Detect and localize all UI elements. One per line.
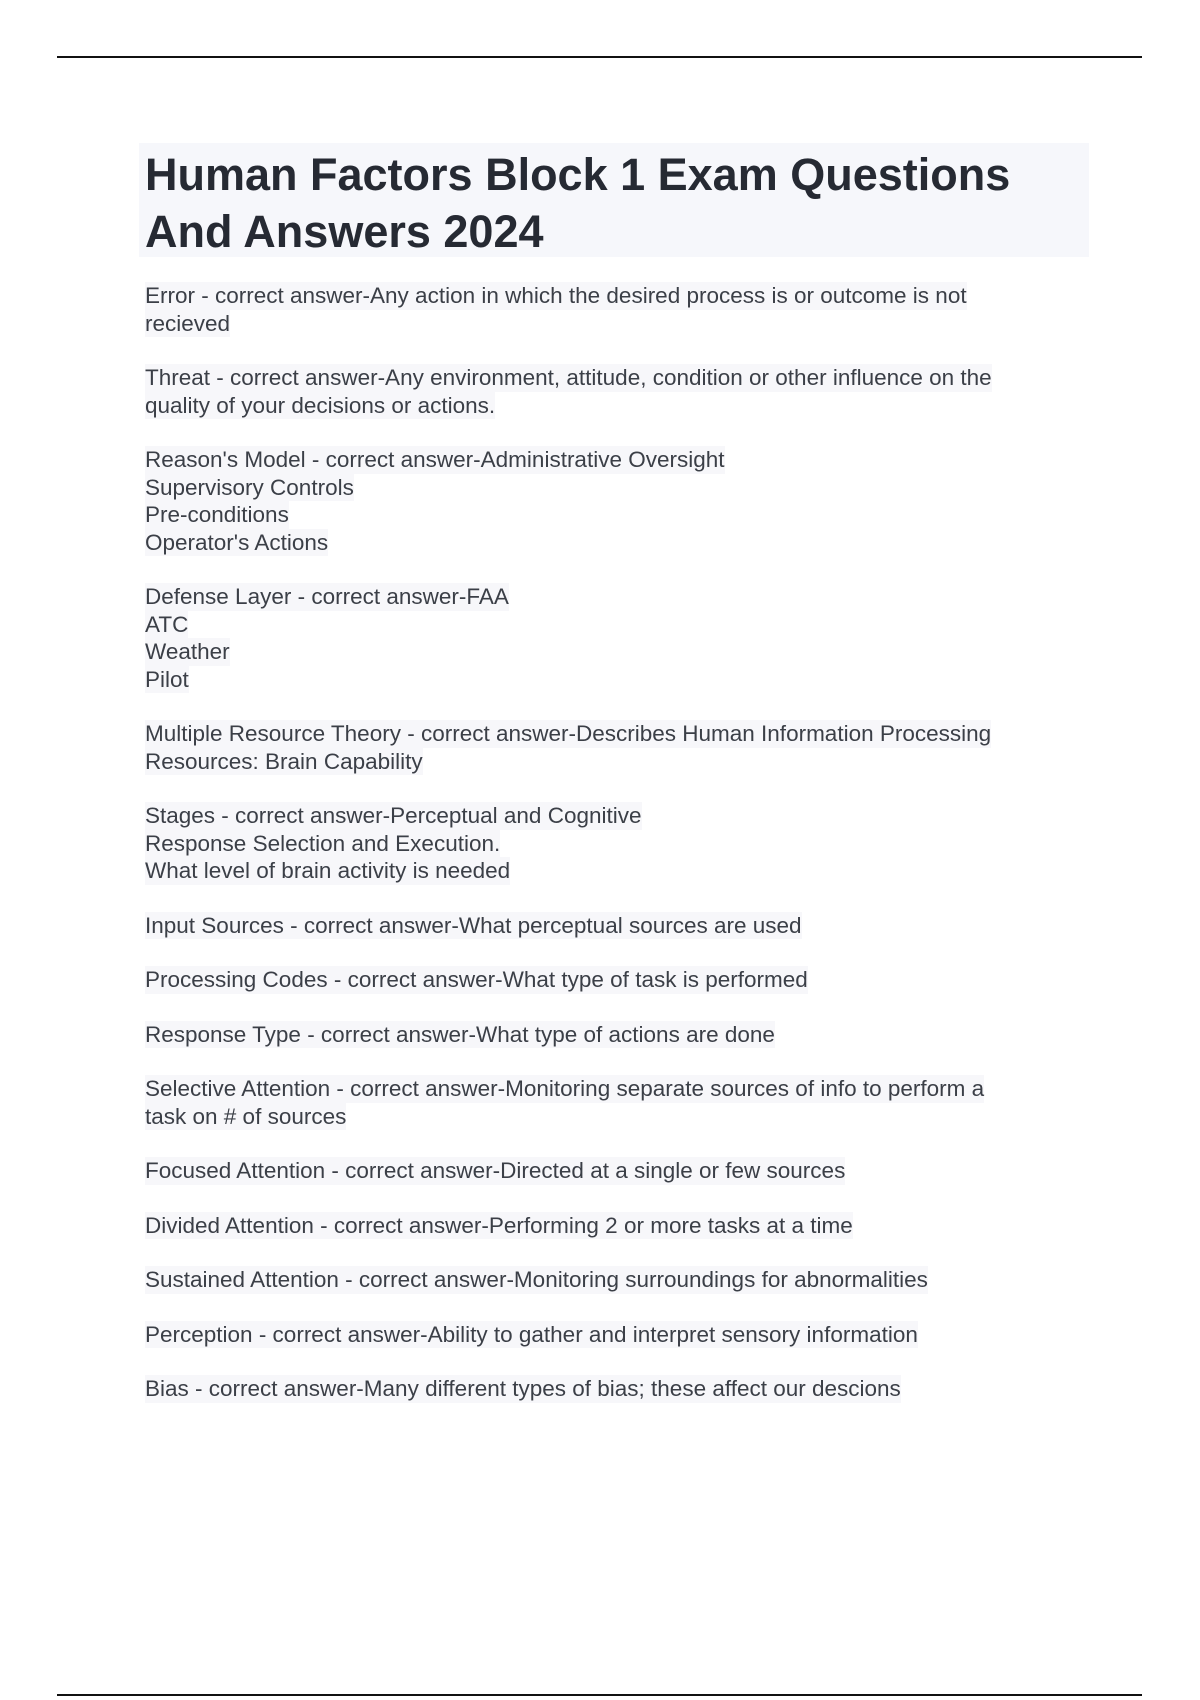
qa-entry-line: Focused Attention - correct answer-Directed at a single or few sources — [145, 1158, 846, 1183]
qa-entry — [145, 446, 1065, 556]
page-title-line-1: Human Factors Block 1 Exam Questions — [145, 149, 1011, 200]
qa-entry-line: Perception - correct answer-Ability to gather and interpret sensory information — [145, 1321, 918, 1347]
qa-entry-line: Pilot — [145, 666, 189, 692]
qa-entry-line: Selective Attention - correct answer-Monitoring separate sources of info to perform a — [145, 1076, 985, 1101]
qa-entry — [145, 912, 1065, 940]
qa-entry — [145, 364, 1065, 419]
qa-entry — [145, 1321, 1065, 1349]
page-top-rule — [57, 56, 1142, 58]
qa-entry — [145, 1212, 1065, 1240]
qa-entry-line: quality of your decisions or actions. — [145, 392, 496, 418]
qa-entry-line: Threat - correct answer-Any environment, attitude, condition or other influence on the — [145, 365, 992, 390]
qa-entry-line: Supervisory Controls — [145, 474, 354, 500]
qa-entry-line: Sustained Attention - correct answer-Monitoring surroundings for abnormalities — [145, 1267, 928, 1292]
qa-entry — [145, 966, 1065, 994]
qa-entry — [145, 1375, 1065, 1403]
qa-entry — [145, 1266, 1065, 1294]
qa-entry-line: Response Type - correct answer-What type of actions are done — [145, 1021, 775, 1047]
page-bottom-rule — [57, 1694, 1142, 1696]
qa-entry — [145, 1075, 1065, 1130]
qa-list — [145, 282, 1065, 1430]
qa-entry — [145, 1021, 1065, 1049]
qa-entry-line: Response Selection and Execution. — [145, 830, 501, 856]
qa-entry — [145, 720, 1065, 775]
qa-entry-line: Multiple Resource Theory - correct answer-Describes Human Information Processing — [145, 721, 992, 746]
qa-entry-line: Processing Codes - correct answer-What type of task is performed — [145, 967, 808, 992]
page-title — [145, 146, 1090, 260]
qa-entry-line: What level of brain activity is needed — [145, 858, 511, 883]
qa-entry-line: ATC — [145, 611, 189, 637]
qa-entry — [145, 802, 1065, 885]
page-title-line-2: And Answers 2024 — [145, 206, 544, 257]
qa-entry-line: Pre-conditions — [145, 502, 289, 527]
qa-entry-line: recieved — [145, 310, 231, 336]
qa-entry-line: Bias - correct answer-Many different types of bias; these affect our descions — [145, 1376, 901, 1401]
qa-entry-line: task on # of sources — [145, 1103, 347, 1129]
qa-entry-line: Weather — [145, 639, 230, 664]
qa-entry-line: Input Sources - correct answer-What perceptual sources are used — [145, 912, 802, 938]
qa-entry — [145, 1157, 1065, 1185]
qa-entry-line: Operator's Actions — [145, 529, 329, 555]
qa-entry-line: Stages - correct answer-Perceptual and Cognitive — [145, 803, 642, 828]
qa-entry-line: Defense Layer - correct answer-FAA — [145, 584, 509, 609]
qa-entry-line: Resources: Brain Capability — [145, 748, 423, 774]
qa-entry-line: Reason's Model - correct answer-Administrative Oversight — [145, 447, 725, 472]
qa-entry — [145, 583, 1065, 693]
qa-entry-line: Divided Attention - correct answer-Performing 2 or more tasks at a time — [145, 1212, 853, 1238]
qa-entry-line: Error - correct answer-Any action in which the desired process is or outcome is not — [145, 283, 967, 308]
qa-entry — [145, 282, 1065, 337]
